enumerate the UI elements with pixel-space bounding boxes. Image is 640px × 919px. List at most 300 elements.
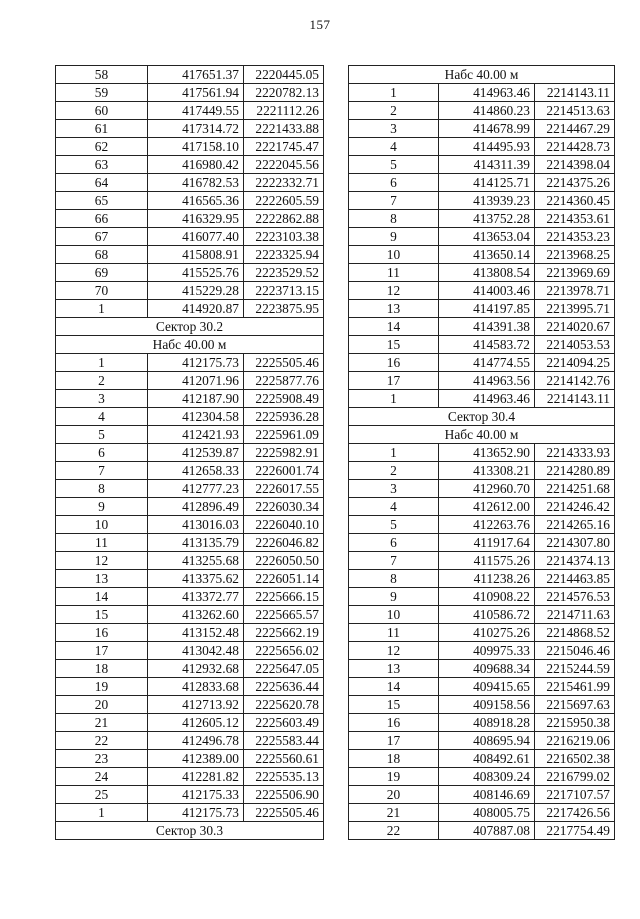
x-coordinate-cell: 412612.00 (439, 498, 535, 516)
y-coordinate-cell: 2214142.76 (535, 372, 615, 390)
table-row (349, 534, 615, 552)
y-coordinate-cell: 2225583.44 (244, 732, 324, 750)
point-number-cell: 12 (349, 282, 439, 300)
x-coordinate-cell: 412421.93 (148, 426, 244, 444)
point-number-cell: 4 (56, 408, 148, 426)
table-row (56, 66, 324, 84)
table-row (56, 156, 324, 174)
point-number-cell: 14 (349, 318, 439, 336)
table-row (56, 426, 324, 444)
y-coordinate-cell: 2214398.04 (535, 156, 615, 174)
point-number-cell: 10 (56, 516, 148, 534)
x-coordinate-cell: 412281.82 (148, 768, 244, 786)
table-row (349, 660, 615, 678)
point-number-cell: 11 (56, 534, 148, 552)
point-number-cell: 2 (56, 372, 148, 390)
y-coordinate-cell: 2214360.45 (535, 192, 615, 210)
coordinates-table-right (348, 65, 615, 840)
point-number-cell: 61 (56, 120, 148, 138)
point-number-cell: 13 (56, 570, 148, 588)
table-row (349, 156, 615, 174)
x-coordinate-cell: 415808.91 (148, 246, 244, 264)
x-coordinate-cell: 413152.48 (148, 624, 244, 642)
table-row (56, 642, 324, 660)
table-row (349, 390, 615, 408)
table-row (349, 174, 615, 192)
point-number-cell: 68 (56, 246, 148, 264)
point-number-cell: 4 (349, 138, 439, 156)
table-row (56, 570, 324, 588)
x-coordinate-cell: 415229.28 (148, 282, 244, 300)
x-coordinate-cell: 416565.36 (148, 192, 244, 210)
table-row (56, 264, 324, 282)
table-row (56, 552, 324, 570)
y-coordinate-cell: 2225506.90 (244, 786, 324, 804)
point-number-cell: 14 (349, 678, 439, 696)
section-header-cell: Сектор 30.3 (56, 822, 324, 840)
x-coordinate-cell: 413650.14 (439, 246, 535, 264)
point-number-cell: 11 (349, 624, 439, 642)
point-number-cell: 3 (56, 390, 148, 408)
point-number-cell: 58 (56, 66, 148, 84)
point-number-cell: 6 (349, 534, 439, 552)
x-coordinate-cell: 412605.12 (148, 714, 244, 732)
point-number-cell: 1 (56, 804, 148, 822)
table-row (349, 246, 615, 264)
point-number-cell: 17 (349, 732, 439, 750)
x-coordinate-cell: 412187.90 (148, 390, 244, 408)
table-row (349, 552, 615, 570)
table-row (349, 588, 615, 606)
x-coordinate-cell: 412713.92 (148, 696, 244, 714)
table-row (56, 372, 324, 390)
x-coordinate-cell: 416980.42 (148, 156, 244, 174)
y-coordinate-cell: 2214053.53 (535, 336, 615, 354)
x-coordinate-cell: 413375.62 (148, 570, 244, 588)
y-coordinate-cell: 2217426.56 (535, 804, 615, 822)
point-number-cell: 19 (349, 768, 439, 786)
section-header-row (56, 336, 324, 354)
y-coordinate-cell: 2215461.99 (535, 678, 615, 696)
table-row (349, 678, 615, 696)
y-coordinate-cell: 2217754.49 (535, 822, 615, 840)
point-number-cell: 60 (56, 102, 148, 120)
y-coordinate-cell: 2226046.82 (244, 534, 324, 552)
x-coordinate-cell: 412175.33 (148, 786, 244, 804)
y-coordinate-cell: 2214868.52 (535, 624, 615, 642)
x-coordinate-cell: 412304.58 (148, 408, 244, 426)
y-coordinate-cell: 2226017.55 (244, 480, 324, 498)
x-coordinate-cell: 413135.79 (148, 534, 244, 552)
y-coordinate-cell: 2214374.13 (535, 552, 615, 570)
y-coordinate-cell: 2217107.57 (535, 786, 615, 804)
table-row (349, 228, 615, 246)
point-number-cell: 2 (349, 462, 439, 480)
x-coordinate-cell: 412960.70 (439, 480, 535, 498)
point-number-cell: 21 (56, 714, 148, 732)
x-coordinate-cell: 414495.93 (439, 138, 535, 156)
section-header-cell: Набс 40.00 м (349, 426, 615, 444)
point-number-cell: 11 (349, 264, 439, 282)
y-coordinate-cell: 2214143.11 (535, 390, 615, 408)
y-coordinate-cell: 2225908.49 (244, 390, 324, 408)
y-coordinate-cell: 2226040.10 (244, 516, 324, 534)
point-number-cell: 65 (56, 192, 148, 210)
y-coordinate-cell: 2223325.94 (244, 246, 324, 264)
y-coordinate-cell: 2214280.89 (535, 462, 615, 480)
y-coordinate-cell: 2214333.93 (535, 444, 615, 462)
x-coordinate-cell: 408918.28 (439, 714, 535, 732)
point-number-cell: 18 (349, 750, 439, 768)
y-coordinate-cell: 2214246.42 (535, 498, 615, 516)
point-number-cell: 3 (349, 120, 439, 138)
point-number-cell: 5 (56, 426, 148, 444)
page-number: 157 (309, 17, 331, 32)
x-coordinate-cell: 417651.37 (148, 66, 244, 84)
y-coordinate-cell: 2222045.56 (244, 156, 324, 174)
y-coordinate-cell: 2214576.53 (535, 588, 615, 606)
point-number-cell: 70 (56, 282, 148, 300)
table-row (56, 660, 324, 678)
x-coordinate-cell: 411575.26 (439, 552, 535, 570)
y-coordinate-cell: 2225505.46 (244, 804, 324, 822)
point-number-cell: 8 (56, 480, 148, 498)
table-row (56, 624, 324, 642)
y-coordinate-cell: 2225647.05 (244, 660, 324, 678)
table-row (56, 480, 324, 498)
y-coordinate-cell: 2225665.57 (244, 606, 324, 624)
point-number-cell: 25 (56, 786, 148, 804)
table-row (56, 282, 324, 300)
x-coordinate-cell: 410275.26 (439, 624, 535, 642)
x-coordinate-cell: 414391.38 (439, 318, 535, 336)
table-row (349, 318, 615, 336)
point-number-cell: 19 (56, 678, 148, 696)
table-row (349, 102, 615, 120)
section-header-cell: Сектор 30.4 (349, 408, 615, 426)
table-row (56, 390, 324, 408)
table-row (56, 138, 324, 156)
y-coordinate-cell: 2226030.34 (244, 498, 324, 516)
table-row (56, 588, 324, 606)
y-coordinate-cell: 2225620.78 (244, 696, 324, 714)
point-number-cell: 21 (349, 804, 439, 822)
x-coordinate-cell: 413752.28 (439, 210, 535, 228)
table-row (56, 750, 324, 768)
x-coordinate-cell: 414963.46 (439, 390, 535, 408)
point-number-cell: 4 (349, 498, 439, 516)
section-header-row (349, 66, 615, 84)
y-coordinate-cell: 2213968.25 (535, 246, 615, 264)
x-coordinate-cell: 416782.53 (148, 174, 244, 192)
table-row (56, 102, 324, 120)
y-coordinate-cell: 2215697.63 (535, 696, 615, 714)
point-number-cell: 13 (349, 660, 439, 678)
point-number-cell: 59 (56, 84, 148, 102)
x-coordinate-cell: 414003.46 (439, 282, 535, 300)
point-number-cell: 17 (349, 372, 439, 390)
table-row (56, 246, 324, 264)
section-header-row (349, 408, 615, 426)
section-header-row (349, 426, 615, 444)
table-row (349, 462, 615, 480)
y-coordinate-cell: 2226051.14 (244, 570, 324, 588)
x-coordinate-cell: 412175.73 (148, 804, 244, 822)
y-coordinate-cell: 2225662.19 (244, 624, 324, 642)
point-number-cell: 67 (56, 228, 148, 246)
x-coordinate-cell: 414678.99 (439, 120, 535, 138)
point-number-cell: 1 (349, 390, 439, 408)
point-number-cell: 64 (56, 174, 148, 192)
table-row (349, 786, 615, 804)
x-coordinate-cell: 407887.08 (439, 822, 535, 840)
x-coordinate-cell: 417561.94 (148, 84, 244, 102)
x-coordinate-cell: 412496.78 (148, 732, 244, 750)
x-coordinate-cell: 415525.76 (148, 264, 244, 282)
y-coordinate-cell: 2213995.71 (535, 300, 615, 318)
table-row (56, 534, 324, 552)
point-number-cell: 15 (56, 606, 148, 624)
table-row (56, 498, 324, 516)
y-coordinate-cell: 2214463.85 (535, 570, 615, 588)
table-row (56, 192, 324, 210)
table-row (56, 804, 324, 822)
table-row (56, 462, 324, 480)
table-row (56, 696, 324, 714)
x-coordinate-cell: 411238.26 (439, 570, 535, 588)
x-coordinate-cell: 417449.55 (148, 102, 244, 120)
y-coordinate-cell: 2214428.73 (535, 138, 615, 156)
y-coordinate-cell: 2225560.61 (244, 750, 324, 768)
x-coordinate-cell: 413372.77 (148, 588, 244, 606)
x-coordinate-cell: 414125.71 (439, 174, 535, 192)
y-coordinate-cell: 2214375.26 (535, 174, 615, 192)
y-coordinate-cell: 2221433.88 (244, 120, 324, 138)
coordinates-table-left (55, 65, 324, 840)
y-coordinate-cell: 2214251.68 (535, 480, 615, 498)
point-number-cell: 8 (349, 570, 439, 588)
table-row (56, 210, 324, 228)
x-coordinate-cell: 412833.68 (148, 678, 244, 696)
x-coordinate-cell: 413808.54 (439, 264, 535, 282)
point-number-cell: 1 (56, 354, 148, 372)
y-coordinate-cell: 2213978.71 (535, 282, 615, 300)
x-coordinate-cell: 409975.33 (439, 642, 535, 660)
y-coordinate-cell: 2214353.61 (535, 210, 615, 228)
table-row (349, 84, 615, 102)
y-coordinate-cell: 2214020.67 (535, 318, 615, 336)
table-row (349, 624, 615, 642)
point-number-cell: 2 (349, 102, 439, 120)
x-coordinate-cell: 412071.96 (148, 372, 244, 390)
y-coordinate-cell: 2225961.09 (244, 426, 324, 444)
y-coordinate-cell: 2222862.88 (244, 210, 324, 228)
point-number-cell: 16 (349, 354, 439, 372)
y-coordinate-cell: 2220782.13 (244, 84, 324, 102)
x-coordinate-cell: 412263.76 (439, 516, 535, 534)
y-coordinate-cell: 2214265.16 (535, 516, 615, 534)
point-number-cell: 9 (349, 228, 439, 246)
point-number-cell: 20 (56, 696, 148, 714)
table-row (56, 678, 324, 696)
point-number-cell: 16 (349, 714, 439, 732)
point-number-cell: 23 (56, 750, 148, 768)
point-number-cell: 15 (349, 696, 439, 714)
y-coordinate-cell: 2216219.06 (535, 732, 615, 750)
x-coordinate-cell: 413042.48 (148, 642, 244, 660)
x-coordinate-cell: 409415.65 (439, 678, 535, 696)
section-header-cell: Набс 40.00 м (349, 66, 615, 84)
y-coordinate-cell: 2225603.49 (244, 714, 324, 732)
table-row (349, 606, 615, 624)
x-coordinate-cell: 412932.68 (148, 660, 244, 678)
point-number-cell: 10 (349, 606, 439, 624)
y-coordinate-cell: 2216799.02 (535, 768, 615, 786)
x-coordinate-cell: 413262.60 (148, 606, 244, 624)
y-coordinate-cell: 2225877.76 (244, 372, 324, 390)
point-number-cell: 6 (349, 174, 439, 192)
table-row (349, 732, 615, 750)
x-coordinate-cell: 414311.39 (439, 156, 535, 174)
table-row (349, 768, 615, 786)
section-header-row (56, 318, 324, 336)
table-row (349, 300, 615, 318)
x-coordinate-cell: 408492.61 (439, 750, 535, 768)
x-coordinate-cell: 413016.03 (148, 516, 244, 534)
y-coordinate-cell: 2215244.59 (535, 660, 615, 678)
y-coordinate-cell: 2220445.05 (244, 66, 324, 84)
table-row (349, 120, 615, 138)
y-coordinate-cell: 2214143.11 (535, 84, 615, 102)
y-coordinate-cell: 2226050.50 (244, 552, 324, 570)
point-number-cell: 5 (349, 156, 439, 174)
point-number-cell: 24 (56, 768, 148, 786)
x-coordinate-cell: 408309.24 (439, 768, 535, 786)
table-row (349, 264, 615, 282)
point-number-cell: 22 (56, 732, 148, 750)
point-number-cell: 22 (349, 822, 439, 840)
x-coordinate-cell: 416329.95 (148, 210, 244, 228)
table-row (349, 822, 615, 840)
point-number-cell: 12 (349, 642, 439, 660)
table-row (349, 444, 615, 462)
point-number-cell: 14 (56, 588, 148, 606)
x-coordinate-cell: 410586.72 (439, 606, 535, 624)
x-coordinate-cell: 412777.23 (148, 480, 244, 498)
point-number-cell: 9 (56, 498, 148, 516)
section-header-row (56, 822, 324, 840)
point-number-cell: 10 (349, 246, 439, 264)
table-row (349, 372, 615, 390)
table-row (349, 570, 615, 588)
x-coordinate-cell: 413939.23 (439, 192, 535, 210)
y-coordinate-cell: 2225982.91 (244, 444, 324, 462)
y-coordinate-cell: 2214094.25 (535, 354, 615, 372)
x-coordinate-cell: 414963.46 (439, 84, 535, 102)
y-coordinate-cell: 2216502.38 (535, 750, 615, 768)
table-row (349, 498, 615, 516)
x-coordinate-cell: 412539.87 (148, 444, 244, 462)
table-row (349, 336, 615, 354)
point-number-cell: 9 (349, 588, 439, 606)
table-row (56, 408, 324, 426)
y-coordinate-cell: 2214353.23 (535, 228, 615, 246)
point-number-cell: 12 (56, 552, 148, 570)
table-row (349, 282, 615, 300)
table-row (56, 300, 324, 318)
table-row (349, 210, 615, 228)
y-coordinate-cell: 2223875.95 (244, 300, 324, 318)
y-coordinate-cell: 2215046.46 (535, 642, 615, 660)
table-row (56, 354, 324, 372)
y-coordinate-cell: 2214307.80 (535, 534, 615, 552)
x-coordinate-cell: 413653.04 (439, 228, 535, 246)
y-coordinate-cell: 2222332.71 (244, 174, 324, 192)
x-coordinate-cell: 417158.10 (148, 138, 244, 156)
x-coordinate-cell: 412658.33 (148, 462, 244, 480)
table-row (56, 786, 324, 804)
point-number-cell: 1 (349, 84, 439, 102)
x-coordinate-cell: 409158.56 (439, 696, 535, 714)
point-number-cell: 1 (349, 444, 439, 462)
y-coordinate-cell: 2225936.28 (244, 408, 324, 426)
x-coordinate-cell: 408695.94 (439, 732, 535, 750)
y-coordinate-cell: 2225636.44 (244, 678, 324, 696)
point-number-cell: 7 (349, 192, 439, 210)
section-header-cell: Сектор 30.2 (56, 318, 324, 336)
table-row (349, 714, 615, 732)
point-number-cell: 16 (56, 624, 148, 642)
table-row (56, 84, 324, 102)
point-number-cell: 13 (349, 300, 439, 318)
y-coordinate-cell: 2225505.46 (244, 354, 324, 372)
table-row (56, 174, 324, 192)
table-row (56, 228, 324, 246)
point-number-cell: 20 (349, 786, 439, 804)
table-row (56, 732, 324, 750)
y-coordinate-cell: 2221112.26 (244, 102, 324, 120)
point-number-cell: 63 (56, 156, 148, 174)
y-coordinate-cell: 2214513.63 (535, 102, 615, 120)
x-coordinate-cell: 414583.72 (439, 336, 535, 354)
point-number-cell: 18 (56, 660, 148, 678)
x-coordinate-cell: 414860.23 (439, 102, 535, 120)
table-row (349, 192, 615, 210)
y-coordinate-cell: 2223713.15 (244, 282, 324, 300)
point-number-cell: 8 (349, 210, 439, 228)
table-row (349, 642, 615, 660)
y-coordinate-cell: 2225656.02 (244, 642, 324, 660)
x-coordinate-cell: 410908.22 (439, 588, 535, 606)
y-coordinate-cell: 2226001.74 (244, 462, 324, 480)
x-coordinate-cell: 408146.69 (439, 786, 535, 804)
point-number-cell: 7 (56, 462, 148, 480)
y-coordinate-cell: 2225535.13 (244, 768, 324, 786)
y-coordinate-cell: 2225666.15 (244, 588, 324, 606)
x-coordinate-cell: 412175.73 (148, 354, 244, 372)
point-number-cell: 66 (56, 210, 148, 228)
point-number-cell: 3 (349, 480, 439, 498)
x-coordinate-cell: 414920.87 (148, 300, 244, 318)
x-coordinate-cell: 413652.90 (439, 444, 535, 462)
point-number-cell: 15 (349, 336, 439, 354)
table-row (56, 120, 324, 138)
x-coordinate-cell: 414197.85 (439, 300, 535, 318)
table-row (349, 696, 615, 714)
x-coordinate-cell: 411917.64 (439, 534, 535, 552)
y-coordinate-cell: 2215950.38 (535, 714, 615, 732)
table-row (56, 606, 324, 624)
